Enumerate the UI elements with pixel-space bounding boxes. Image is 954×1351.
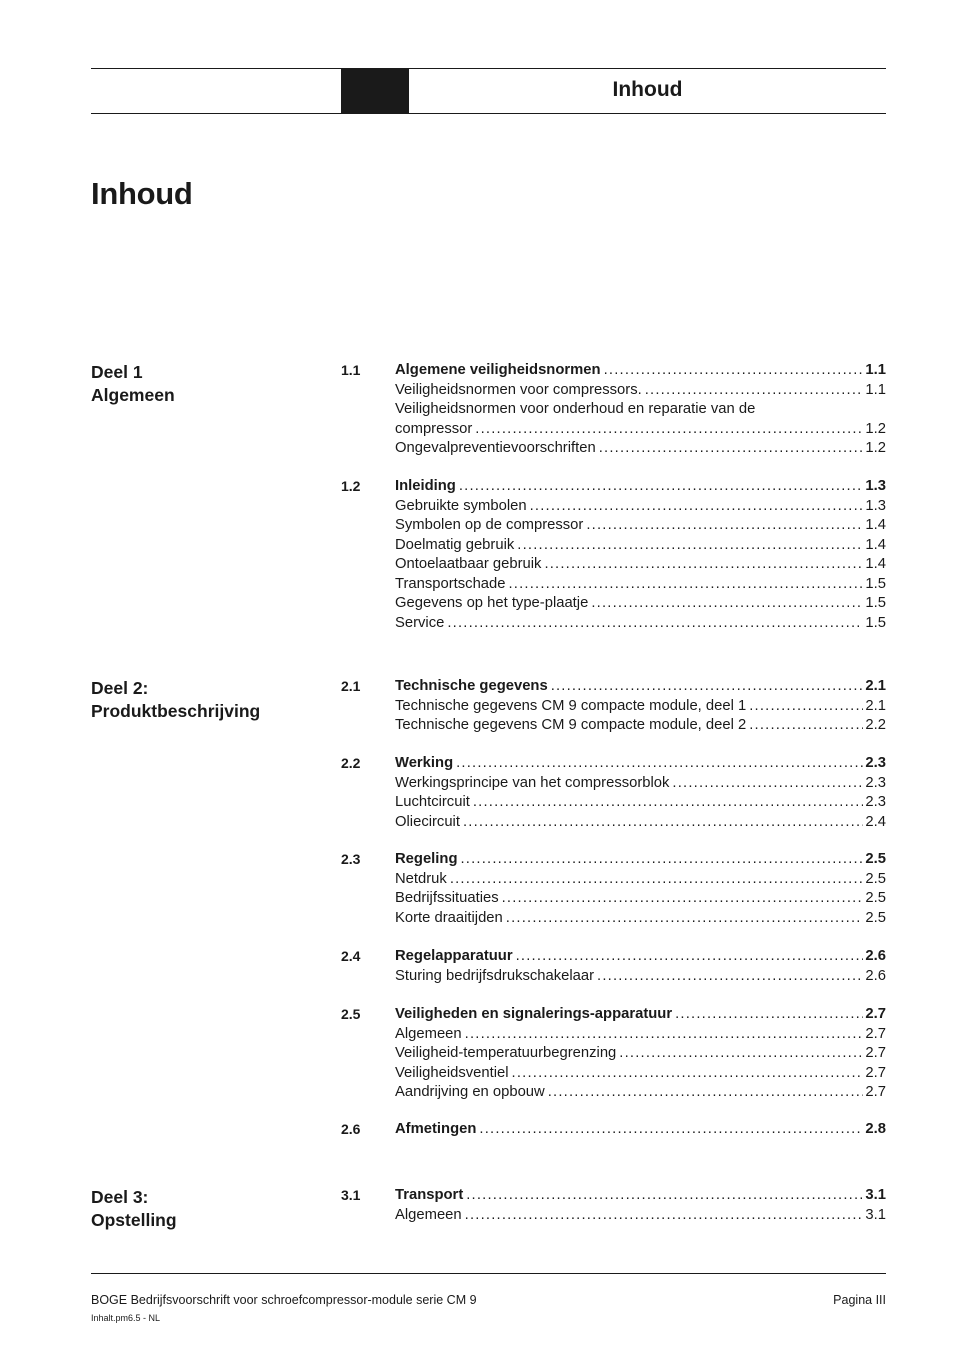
dot-leader <box>465 1206 864 1226</box>
footer-text: BOGE Bedrijfsvoorschrift voor schroefcompressor-module serie CM 9 <box>91 1293 477 1307</box>
toc-entry-label: Werking <box>395 755 454 771</box>
toc-entry[interactable] <box>395 555 886 575</box>
dot-leader <box>463 813 863 833</box>
section-number: 2.5 <box>341 1006 361 1022</box>
section-number: 1.1 <box>341 362 361 378</box>
toc-entry-label: Oliecircuit <box>395 813 460 830</box>
toc-entry[interactable] <box>395 1206 886 1226</box>
toc-entry-page: 2.6 <box>865 948 886 964</box>
toc-entry-page: 1.5 <box>865 614 886 631</box>
toc-entry-page: 2.5 <box>865 890 886 906</box>
section-number: 2.6 <box>341 1121 361 1137</box>
toc-entry[interactable] <box>395 1120 886 1140</box>
part-title <box>91 677 260 723</box>
section-number: 1.2 <box>341 478 361 494</box>
toc-entry-label: compressor <box>395 420 473 437</box>
toc-entry[interactable] <box>395 477 886 497</box>
toc-entry-label: Werkingsprincipe van het compressorblok <box>395 774 670 791</box>
toc-entry[interactable] <box>395 420 886 440</box>
toc-entry-label: Technische gegevens <box>395 678 548 694</box>
dot-leader <box>466 1186 863 1206</box>
header-block <box>341 69 409 113</box>
toc-entry-page: 2.7 <box>865 1025 886 1042</box>
toc-entry[interactable] <box>395 1064 886 1084</box>
footer-rule <box>91 1273 886 1274</box>
toc-entry-label: Veiligheidsventiel <box>395 1064 509 1081</box>
dot-leader <box>672 774 863 794</box>
dot-leader <box>475 420 863 440</box>
part-title-line: Deel 2: <box>91 678 149 698</box>
section-number: 3.1 <box>341 1187 361 1203</box>
toc-entry-page: 1.2 <box>865 440 886 456</box>
toc-entry-page: 3.1 <box>865 1206 886 1223</box>
toc-entry-label: Bedrijfssituaties <box>395 890 499 906</box>
toc-entry-label: Doelmatig gebruik <box>395 536 515 553</box>
header-bottom-rule <box>91 113 886 114</box>
part-title <box>91 361 175 407</box>
toc-entry-label: Algemeen <box>395 1025 462 1042</box>
dot-leader <box>502 889 864 909</box>
toc-entry-label: Veiligheid-temperatuurbegrenzing <box>395 1045 617 1061</box>
part-title <box>91 1186 177 1232</box>
toc-entry-label: Inleiding <box>395 478 456 494</box>
toc-entry-list <box>395 677 886 736</box>
section-number: 2.2 <box>341 755 361 771</box>
dot-leader <box>548 1083 864 1103</box>
toc-entry-label: Technische gegevens CM 9 compacte module, deel 2 <box>395 717 747 733</box>
toc-entry-page: 2.8 <box>865 1121 886 1137</box>
toc-entry-page: 2.1 <box>865 678 886 694</box>
toc-entry[interactable] <box>395 889 886 909</box>
toc-entry-list <box>395 947 886 986</box>
toc-entry[interactable] <box>395 793 886 813</box>
dot-leader <box>599 439 864 459</box>
section-number: 2.3 <box>341 851 361 867</box>
toc-entry-page: 2.4 <box>865 813 886 830</box>
toc-entry[interactable] <box>395 716 886 736</box>
dot-leader <box>619 1044 863 1064</box>
toc-entry[interactable] <box>395 1005 886 1025</box>
toc-entry-label: Technische gegevens CM 9 compacte module, deel 1 <box>395 697 747 714</box>
toc-entry[interactable] <box>395 536 886 556</box>
toc-entry-page: 2.1 <box>865 697 886 714</box>
dot-leader <box>675 1005 863 1025</box>
toc-entry-page: 2.3 <box>865 755 886 771</box>
toc-entry-list <box>395 477 886 633</box>
toc-entry-label: Gebruikte symbolen <box>395 497 527 514</box>
toc-entry[interactable] <box>395 677 886 697</box>
toc-entry[interactable] <box>395 614 886 634</box>
toc-entry-page: 2.2 <box>865 717 886 733</box>
toc-entry-page: 2.7 <box>865 1006 886 1022</box>
toc-entry-label: Veiligheden en signalerings-apparatuur <box>395 1006 673 1022</box>
toc-entry-label: Symbolen op de compressor <box>395 517 584 533</box>
toc-entry-label: Aandrijving en opbouw <box>395 1084 545 1100</box>
dot-leader <box>509 575 864 595</box>
dot-leader <box>749 716 863 736</box>
dot-leader <box>456 754 863 774</box>
toc-entry[interactable] <box>395 381 886 401</box>
toc-entry-label: Veiligheidsnormen voor onderhoud en reparatie van de <box>395 401 756 417</box>
toc-entry-page: 1.1 <box>865 362 886 378</box>
toc-entry[interactable] <box>395 909 886 929</box>
dot-leader <box>586 516 863 536</box>
toc-entry-page: 2.3 <box>865 774 886 791</box>
toc-entry[interactable] <box>395 1083 886 1103</box>
toc-entry-list <box>395 850 886 928</box>
toc-entry[interactable] <box>395 1044 886 1064</box>
toc-entry-page: 1.4 <box>865 517 886 533</box>
dot-leader <box>516 947 864 967</box>
toc-entry[interactable] <box>395 870 886 890</box>
section-number: 2.1 <box>341 678 361 694</box>
toc-entry-label: Sturing bedrijfsdrukschakelaar <box>395 967 595 984</box>
dot-leader <box>460 850 863 870</box>
toc-entry[interactable] <box>395 850 886 870</box>
toc-entry-label: Service <box>395 614 445 631</box>
toc-entry[interactable] <box>395 594 886 614</box>
toc-entry[interactable] <box>395 1186 886 1206</box>
dot-leader <box>604 361 864 381</box>
toc-entry-page: 1.5 <box>865 595 886 611</box>
footer-file-name: Inhalt.pm6.5 - NL <box>91 1313 161 1323</box>
toc-entry-label: Korte draaitijden <box>395 909 503 926</box>
toc-entry-label: Regeling <box>395 851 458 867</box>
toc-entry[interactable] <box>395 967 886 987</box>
toc-entry-label: Veiligheidsnormen voor compressors. <box>395 381 642 398</box>
dot-leader <box>450 870 864 890</box>
toc-entry-list <box>395 1186 886 1225</box>
toc-entry-list <box>395 1005 886 1103</box>
dot-leader <box>530 497 864 517</box>
toc-entry-page: 2.5 <box>865 870 886 887</box>
footer-page-label: Pagina III <box>833 1293 886 1307</box>
toc-entry[interactable] <box>395 516 886 536</box>
header-title: Inhoud <box>612 78 683 101</box>
toc-entry-page: 1.3 <box>865 497 886 514</box>
toc-entry[interactable] <box>395 439 886 459</box>
toc-entry[interactable] <box>395 813 886 833</box>
dot-leader <box>749 697 863 717</box>
toc-entry-label: Algemene veiligheidsnormen <box>395 362 601 378</box>
toc-entry-label: Luchtcircuit <box>395 794 470 810</box>
toc-entry-label: Netdruk <box>395 870 447 887</box>
dot-leader <box>645 381 864 401</box>
toc-entry[interactable] <box>395 497 886 517</box>
toc-entry-page: 1.5 <box>865 575 886 592</box>
toc-entry-page: 1.1 <box>865 381 886 398</box>
toc-entry-page: 2.3 <box>865 794 886 810</box>
part-title-line: Deel 1 <box>91 362 143 382</box>
toc-entry[interactable] <box>395 754 886 774</box>
toc-entry-page: 1.4 <box>865 536 886 553</box>
part-title-line: Deel 3: <box>91 1187 149 1207</box>
toc-entry-page: 3.1 <box>865 1187 886 1203</box>
dot-leader <box>465 1025 864 1045</box>
toc-entry-label: Ontoelaatbaar gebruik <box>395 556 542 572</box>
toc-entry[interactable] <box>395 400 886 420</box>
dot-leader <box>459 477 864 497</box>
toc-entry-list <box>395 361 886 459</box>
dot-leader <box>479 1120 863 1140</box>
toc-entry-page: 2.5 <box>865 909 886 926</box>
toc-entry[interactable] <box>395 697 886 717</box>
toc-entry[interactable] <box>395 575 886 595</box>
toc-entry-label: Transport <box>395 1187 464 1203</box>
toc-entry-page: 2.5 <box>865 851 886 867</box>
toc-entry-label: Gegevens op het type-plaatje <box>395 595 589 611</box>
part-title-line: Opstelling <box>91 1210 177 1230</box>
dot-leader <box>447 614 863 634</box>
toc-entry-label: Transportschade <box>395 575 506 592</box>
toc-entry[interactable] <box>395 361 886 381</box>
dot-leader <box>506 909 864 929</box>
toc-entry[interactable] <box>395 774 886 794</box>
dot-leader <box>517 536 863 556</box>
dot-leader <box>551 677 864 697</box>
page-title: Inhoud <box>91 176 193 211</box>
toc-entry-label: Algemeen <box>395 1206 462 1223</box>
toc-entry-page: 1.2 <box>865 420 886 437</box>
toc-entry-label: Afmetingen <box>395 1121 477 1137</box>
toc-entry-list <box>395 1120 886 1140</box>
part-title-line: Produktbeschrijving <box>91 701 261 721</box>
toc-entry-list <box>395 754 886 832</box>
dot-leader <box>473 793 864 813</box>
toc-entry-page: 1.3 <box>865 478 886 494</box>
toc-entry-page: 2.7 <box>865 1045 886 1061</box>
toc-entry[interactable] <box>395 1025 886 1045</box>
part-title-line: Algemeen <box>91 385 175 405</box>
toc-entry-label: Regelapparatuur <box>395 948 513 964</box>
toc-entry[interactable] <box>395 947 886 967</box>
dot-leader <box>544 555 863 575</box>
toc-entry-page: 2.7 <box>865 1064 886 1081</box>
toc-entry-page: 2.7 <box>865 1084 886 1100</box>
dot-leader <box>512 1064 864 1084</box>
dot-leader <box>591 594 863 614</box>
toc-entry-page: 2.6 <box>865 967 886 984</box>
toc-entry-label: Ongevalpreventievoorschriften <box>395 440 596 456</box>
toc-entry-page: 1.4 <box>865 556 886 572</box>
section-number: 2.4 <box>341 948 361 964</box>
dot-leader <box>597 967 863 987</box>
header-top-rule <box>91 68 886 69</box>
